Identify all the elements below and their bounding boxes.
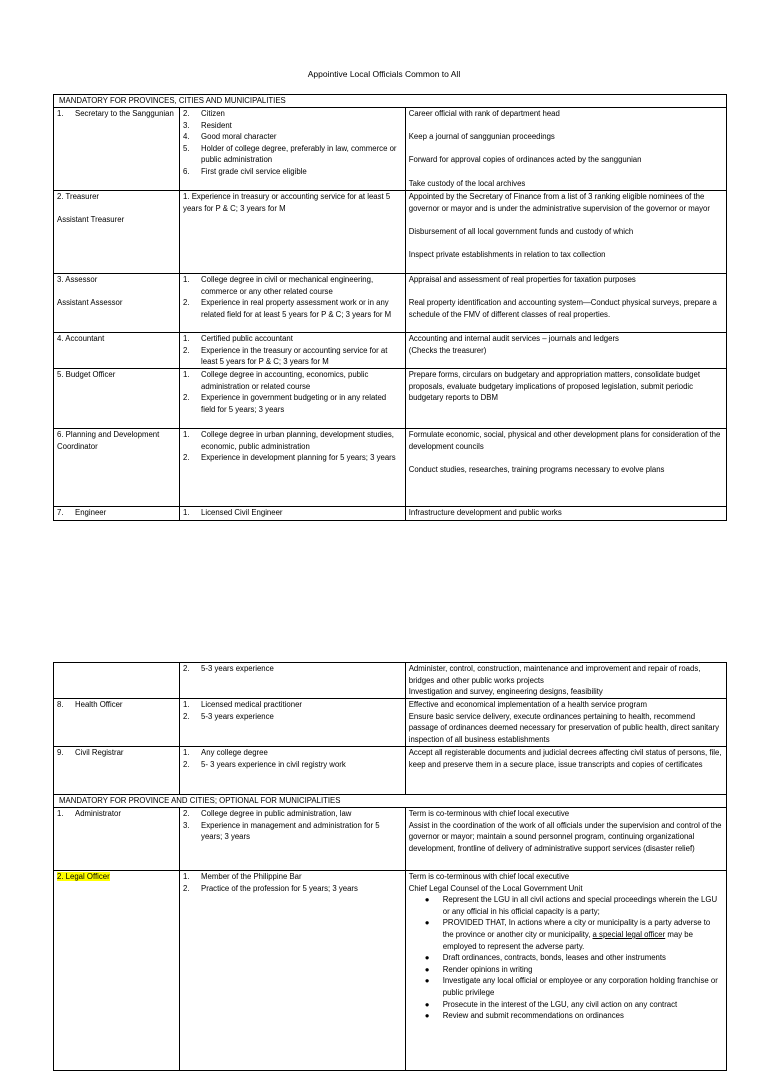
office-cell bbox=[54, 333, 180, 369]
list-item: 2. Practice of the profession for 5 years; 3 years bbox=[183, 883, 358, 893]
list-item: 1. Any college degree bbox=[183, 748, 268, 757]
qualifications-cell: 1. Experience in treasury or accounting service for at least 5 years for P & C; 3 years for M bbox=[180, 191, 406, 274]
office-name: 3. Assessor bbox=[57, 275, 98, 284]
list-item: 3. Experience in management and administration for 5 years; 3 years bbox=[183, 820, 380, 842]
qualifications-cell bbox=[180, 274, 406, 333]
office-cell: 9. Civil Registrar bbox=[54, 747, 180, 795]
list-item: 1. College degree in civil or mechanical engineering, commerce or any other related course bbox=[183, 275, 374, 296]
duties-cell: Career official with rank of department head Keep a journal of sanggunian proceedings Forward for approval copies of ordinances acted by the sanggunian Take custody of the local archives bbox=[405, 108, 726, 191]
qualifications-cell bbox=[180, 808, 406, 871]
office-cell bbox=[54, 369, 180, 429]
list-item: 1. Licensed medical practitioner bbox=[183, 700, 303, 709]
qualifications-cell bbox=[180, 699, 406, 747]
qualifications-cell bbox=[180, 369, 406, 429]
duties-cell: Accounting and internal audit services – journals and ledgers (Checks the treasurer) bbox=[405, 333, 726, 369]
office-name: Civil Registrar bbox=[75, 748, 124, 757]
list-item: 2. Experience in the treasury or accounting service for at least 5 years for P & C; 3 years for M bbox=[183, 345, 388, 367]
list-item: 2. Experience in real property assessment work or in any related field for at least 5 years for P & C; 3 years for M bbox=[183, 298, 392, 319]
bullet-icon: ● bbox=[424, 918, 430, 928]
office-name: 6. Planning and Development Coordinator bbox=[57, 430, 160, 451]
table-row bbox=[54, 871, 727, 1071]
list-item: 2. Experience in development planning for 5 years; 3 years bbox=[183, 453, 396, 463]
list-item: 2. Experience in government budgeting or in any related field for 5 years; 3 years bbox=[183, 393, 387, 414]
office-name: Assistant Assessor bbox=[57, 298, 123, 308]
list-item: 2. Citizen bbox=[183, 109, 225, 118]
duties-cell: Term is co-terminous with chief local executive Assist in the coordination of the work of all officials under the supervision and control of the governor or mayor; maintain a sound personnel program, continuing organizational development, frontline of delivery of administrative support services (disaster relief) bbox=[405, 808, 726, 871]
list-item: 1. College degree in accounting, economics, public administration or related course bbox=[183, 370, 369, 391]
special-legal-officer-text: a special legal officer bbox=[592, 929, 666, 939]
bullet-icon: ● bbox=[424, 1011, 430, 1021]
duties-cell: Prepare forms, circulars on budgetary and appropriation matters, consolidate budget proposals, evaluate budgetary implications of proposed legislation, submit periodic budgetary reports to DBM bbox=[405, 369, 726, 429]
duties-cell: Appointed by the Secretary of Finance from a list of 3 ranking eligible nominees of the governor or mayor and is under the administrative supervision of the governor or mayor Disbursement of all local government funds and custody of which Inspect private establishments in relation to tax collection bbox=[405, 191, 726, 274]
list-item: 2. 5- 3 years experience in civil registry work bbox=[183, 759, 346, 769]
office-name: 2. Legal Officer bbox=[57, 872, 110, 881]
bullet-icon: ● bbox=[424, 964, 430, 974]
section-header: MANDATORY FOR PROVINCES, CITIES AND MUNICIPALITIES bbox=[54, 95, 727, 108]
office-cell: 1. Secretary to the Sanggunian bbox=[54, 108, 180, 191]
office-name: 5. Budget Officer bbox=[57, 370, 116, 379]
office-name: Secretary to the Sanggunian bbox=[75, 109, 174, 118]
list-item: ● PROVIDED THAT, In actions where a city or municipality is a party adverse to the province or another city or municipality, a special legal officer may be employed to represent the adverse party. bbox=[424, 918, 711, 951]
duties-cell: Accept all registerable documents and judicial decrees affecting civil status of persons, file, keep and preserve them in a secure place, issue transcripts and copies of certificates bbox=[405, 747, 726, 795]
office-name: Engineer bbox=[75, 508, 107, 517]
officials-table-2 bbox=[53, 662, 727, 1071]
office-cell bbox=[54, 191, 180, 274]
list-item: 1. College degree in urban planning, development studies, economic, public administration bbox=[183, 430, 394, 451]
duties-cell: Appraisal and assessment of real properties for taxation purposes Real property identification and accounting system—Conduct physical surveys, prepare a schedule of the FMV of different classes of real properties. bbox=[405, 274, 726, 333]
table-row bbox=[54, 191, 727, 274]
section-header: MANDATORY FOR PROVINCE AND CITIES; OPTIONAL FOR MUNICIPALITIES bbox=[54, 795, 727, 808]
duties-cell: Term is co-terminous with chief local executive Chief Legal Counsel of the Local Government Unit ● Represent the LGU in all civil actions and special proceedings wherein the LGU or any official in his official capacity is a party; ● PROVIDED THAT, In actions where a city or municipality is a party adverse to the province or another city or municipality, a special legal officer may be employed to represent the adverse party. ● Draft ordinances, contracts, bonds, leases and other instruments ● Render opinions in writing ● Investigate any local official or employee or any corporation holding franchise or public privilege ● Prosecute in the interest of the LGU, any civil action on any contract ● Review and submit recommendations on ordinances bbox=[405, 871, 726, 1071]
office-cell bbox=[54, 871, 180, 1071]
office-name: Administrator bbox=[75, 809, 121, 818]
table-row bbox=[54, 369, 727, 429]
document-title: Appointive Local Officials Common to All bbox=[307, 69, 461, 79]
qualifications-cell bbox=[180, 507, 406, 521]
list-item: 2. 5-3 years experience bbox=[183, 664, 274, 673]
office-cell bbox=[54, 274, 180, 333]
officials-table-1 bbox=[53, 94, 727, 521]
list-item: 6. First grade civil service eligible bbox=[183, 166, 307, 176]
list-item: ● Render opinions in writing bbox=[424, 964, 533, 974]
duties-cell: Infrastructure development and public works bbox=[405, 507, 726, 521]
bullet-icon: ● bbox=[424, 976, 430, 986]
table-row bbox=[54, 808, 727, 871]
list-item: 2. College degree in public administration, law bbox=[183, 809, 352, 818]
duties-cell: Effective and economical implementation of a health service program Ensure basic service delivery, execute ordinances pertaining to health, recommend passage of ordinances deemed necessary for preservation of public health, direct sanitary inspection of all business establishments bbox=[405, 699, 726, 747]
bullet-icon: ● bbox=[424, 999, 430, 1009]
table-row bbox=[54, 747, 727, 795]
bullet-icon: ● bbox=[424, 895, 430, 905]
qualifications-cell bbox=[180, 333, 406, 369]
qualifications-cell bbox=[180, 429, 406, 507]
bullet-icon: ● bbox=[424, 953, 430, 963]
list-item: 1. Licensed Civil Engineer bbox=[183, 508, 283, 517]
qualifications-cell bbox=[180, 871, 406, 1071]
list-item: 5. Holder of college degree, preferably in law, commerce or public administration bbox=[183, 143, 397, 165]
list-item: 1. Member of the Philippine Bar bbox=[183, 872, 302, 881]
office-cell: 1. Administrator bbox=[54, 808, 180, 871]
list-item: ● Represent the LGU in all civil actions and special proceedings wherein the LGU or any official in his official capacity is a party; bbox=[424, 895, 718, 916]
office-name: Assistant Treasurer bbox=[57, 215, 125, 225]
list-item: ● Review and submit recommendations on ordinances bbox=[424, 1011, 624, 1021]
table-row bbox=[54, 108, 727, 191]
list-item: ● Investigate any local official or employee or any corporation holding franchise or public privilege bbox=[424, 976, 718, 997]
list-item: 4. Good moral character bbox=[183, 132, 277, 142]
office-name: 4. Accountant bbox=[57, 334, 105, 343]
table-row bbox=[54, 507, 727, 521]
table-row bbox=[54, 663, 727, 699]
office-cell: 8. Health Officer bbox=[54, 699, 180, 747]
list-item: 1. Certified public accountant bbox=[183, 334, 293, 343]
office-cell: 7. Engineer bbox=[54, 507, 180, 521]
duties-cell: Formulate economic, social, physical and other development plans for consideration of the development councils Conduct studies, researches, training programs necessary to evolve plans bbox=[405, 429, 726, 507]
table-row bbox=[54, 274, 727, 333]
list-item: 2. 5-3 years experience bbox=[183, 711, 274, 721]
office-name: 2. Treasurer bbox=[57, 192, 100, 201]
list-item: ● Draft ordinances, contracts, bonds, leases and other instruments bbox=[424, 953, 666, 963]
office-cell bbox=[54, 429, 180, 507]
table-row bbox=[54, 699, 727, 747]
office-cell bbox=[54, 663, 180, 699]
office-name: Health Officer bbox=[75, 700, 123, 709]
qualifications-cell bbox=[180, 663, 406, 699]
table-row bbox=[54, 333, 727, 369]
qualifications-cell bbox=[180, 747, 406, 795]
qualifications-cell bbox=[180, 108, 406, 191]
duties-cell: Administer, control, construction, maintenance and improvement and repair of roads, bridges and other public works projects Investigation and survey, engineering designs, feasibility bbox=[405, 663, 726, 699]
list-item: 3. Resident bbox=[183, 120, 232, 130]
list-item: ● Prosecute in the interest of the LGU, any civil action on any contract bbox=[424, 999, 678, 1009]
table-row bbox=[54, 429, 727, 507]
